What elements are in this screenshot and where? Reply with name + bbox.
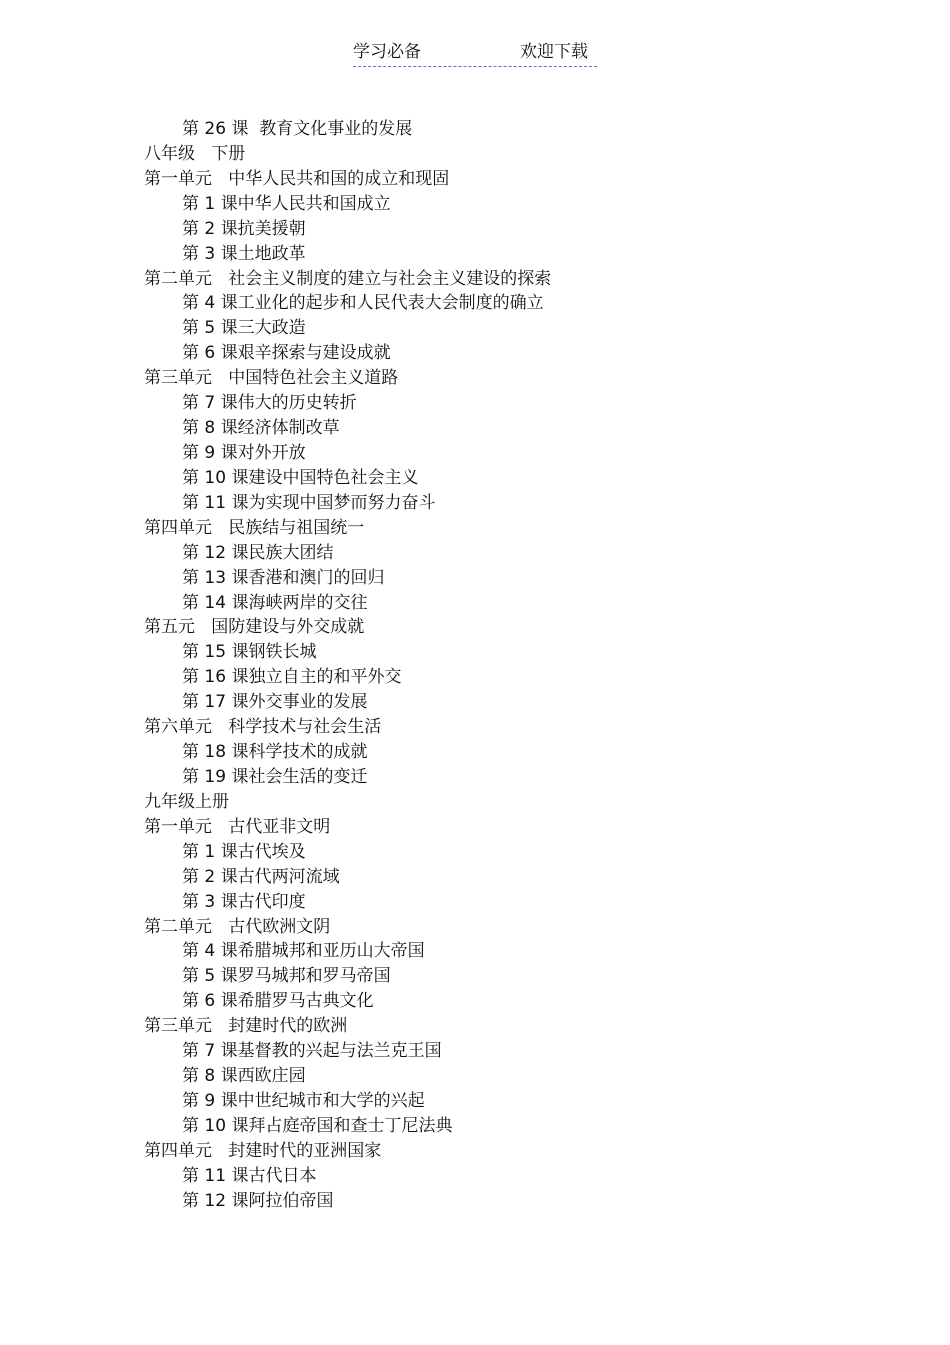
toc-lesson: 第 1 课中华人民共和国成立 [182,193,391,214]
toc-lesson: 第 5 课罗马城邦和罗马帝国 [182,966,391,987]
toc-lesson: 第 26 课 教育文化事业的发展 [182,119,413,139]
toc-lesson: 第 1 课古代埃及 [182,841,306,862]
toc-lesson: 第 7 课伟大的历史转折 [182,393,357,414]
toc-lesson: 第 6 课艰辛探索与建设成就 [182,343,391,364]
toc-unit: 第四单元 封建时代的亚洲国家 [144,1140,382,1161]
toc-lesson: 第 5 课三大政造 [182,318,306,339]
toc-lesson: 第 13 课香港和澳门的回归 [182,567,385,588]
toc-lesson: 第 7 课基督教的兴起与法兰克王国 [182,1041,442,1062]
toc-lesson: 第 12 课阿拉伯帝国 [182,1190,334,1211]
toc-unit: 第六单元 科学技术与社会生活 [144,717,382,738]
toc-lesson: 第 17 课外交事业的发展 [182,692,368,713]
toc-lesson: 第 12 课民族大团结 [182,542,334,563]
toc-lesson: 第 2 课古代两河流域 [182,866,340,887]
toc-lesson: 第 9 课对外开放 [182,442,306,463]
toc-lesson: 第 2 课抗美援朝 [182,218,306,239]
toc-lesson: 第 3 课土地政革 [182,243,306,264]
toc-grade: 八年级 下册 [144,143,246,164]
toc-lesson: 第 6 课希腊罗马古典文化 [182,991,374,1012]
header-right-text: 欢迎下载 [520,42,588,62]
toc-lesson: 第 10 课拜占庭帝国和查士丁尼法典 [182,1115,453,1136]
toc-lesson: 第 4 课希腊城邦和亚历山大帝国 [182,941,425,962]
toc-lesson: 第 15 课钢铁长城 [182,642,317,663]
toc-lesson: 第 3 课古代印度 [182,891,306,912]
toc-unit: 第二单元 古代欧洲文阴 [144,916,331,937]
toc-lesson: 第 16 课独立自主的和平外交 [182,667,402,688]
toc-lesson: 第 11 课古代日本 [182,1165,317,1186]
toc-lesson: 第 8 课经济体制改草 [182,418,340,439]
toc-unit: 第五元 国防建设与外交成就 [144,617,365,638]
toc-lesson: 第 18 课科学技术的成就 [182,742,368,763]
toc-unit: 第二单元 社会主义制度的建立与社会主义建设的探索 [144,268,552,289]
header-left-text: 学习必备 [353,42,421,62]
table-of-contents [144,117,551,1214]
toc-lesson: 第 4 课工业化的起步和人民代表大会制度的确立 [182,293,544,314]
toc-unit: 第一单元 古代亚非文明 [144,816,331,837]
toc-unit: 第三单元 中国特色社会主义道路 [144,368,399,389]
toc-lesson: 第 19 课社会生活的变迁 [182,766,368,787]
toc-lesson: 第 11 课为实现中国梦而努力奋斗 [182,492,436,513]
toc-grade: 九年级上册 [144,791,229,812]
page-header [353,40,597,67]
toc-lesson: 第 9 课中世纪城市和大学的兴起 [182,1090,425,1111]
toc-lesson: 第 10 课建设中国特色社会主义 [182,467,419,488]
toc-unit: 第一单元 中华人民共和国的成立和现固 [144,168,450,189]
toc-unit: 第三单元 封建时代的欧洲 [144,1016,348,1037]
toc-lesson: 第 14 课海峡两岸的交往 [182,592,368,613]
toc-lesson: 第 8 课西欧庄园 [182,1066,306,1087]
toc-unit: 第四单元 民族结与祖国统一 [144,517,365,538]
